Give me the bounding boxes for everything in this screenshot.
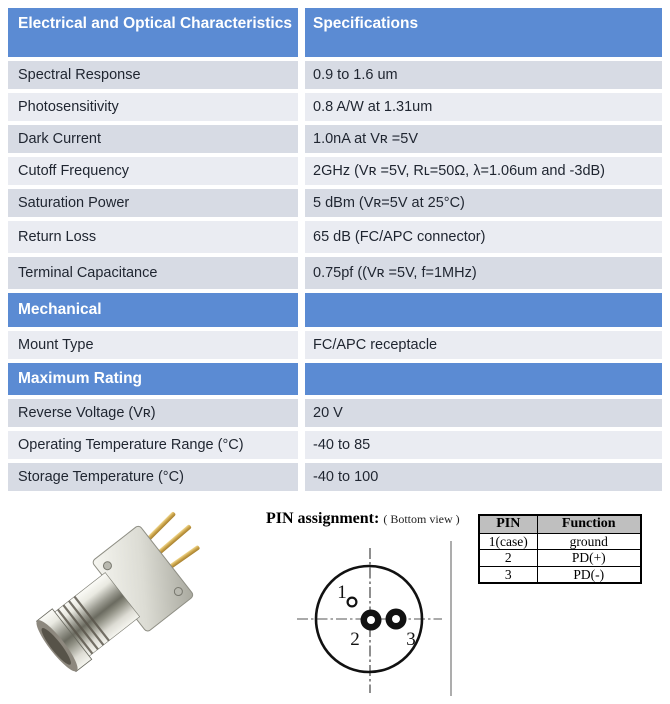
- row-value: 2GHz (Vʀ =5V, Rʟ=50Ω, λ=1.06um and -3dB): [305, 157, 662, 185]
- pin-1-hole: [348, 598, 357, 607]
- table-row: [8, 189, 662, 217]
- section-spacer: [305, 363, 662, 395]
- table-row: [8, 221, 662, 253]
- spec-table: [8, 8, 662, 495]
- table-row: [8, 399, 662, 427]
- row-label: Operating Temperature Range (°C): [8, 431, 298, 459]
- pin-assignment-caption: [266, 510, 460, 528]
- table-row: [8, 125, 662, 153]
- row-value: 0.9 to 1.6 um: [305, 61, 662, 89]
- table-row: [479, 566, 641, 583]
- table-row: [479, 550, 641, 567]
- section-spacer: [305, 293, 662, 327]
- pin-2-label: 2: [350, 629, 360, 650]
- section-label: Mechanical: [8, 293, 298, 327]
- function-cell: PD(+): [537, 550, 641, 567]
- pin-cell: 1(case): [479, 533, 537, 550]
- pin-3-core: [392, 615, 400, 623]
- pin-3-label: 3: [406, 629, 416, 650]
- row-value: 65 dB (FC/APC connector): [305, 221, 662, 253]
- row-label: Storage Temperature (°C): [8, 463, 298, 491]
- section-label: Maximum Rating: [8, 363, 298, 395]
- row-label: Spectral Response: [8, 61, 298, 89]
- pin-table-header-row: [479, 515, 641, 533]
- spec-table-header-specifications: Specifications: [305, 8, 662, 57]
- row-value: FC/APC receptacle: [305, 331, 662, 359]
- row-label: Saturation Power: [8, 189, 298, 217]
- table-row: [479, 533, 641, 550]
- row-value: -40 to 85: [305, 431, 662, 459]
- table-row: [8, 257, 662, 289]
- row-value: 20 V: [305, 399, 662, 427]
- function-cell: PD(-): [537, 566, 641, 583]
- row-value: 0.75pf ((Vʀ =5V, f=1MHz): [305, 257, 662, 289]
- spec-table-header-characteristics: Electrical and Optical Characteristics: [8, 8, 298, 57]
- table-row: [8, 431, 662, 459]
- spec-table-header-row: [8, 8, 662, 57]
- table-row: [8, 463, 662, 491]
- table-row: [8, 157, 662, 185]
- pin-assignment-title: PIN assignment:: [266, 510, 380, 527]
- pin-2-core: [367, 616, 375, 624]
- row-label: Cutoff Frequency: [8, 157, 298, 185]
- pin-function-table: [478, 514, 642, 584]
- table-row: [8, 331, 662, 359]
- row-label: Terminal Capacitance: [8, 257, 298, 289]
- section-header-mechanical: [8, 293, 662, 327]
- row-value: 1.0nA at Vʀ =5V: [305, 125, 662, 153]
- pin-cell: 3: [479, 566, 537, 583]
- row-value: 0.8 A/W at 1.31um: [305, 93, 662, 121]
- row-label: Dark Current: [8, 125, 298, 153]
- photodiode-product-photo: [18, 506, 213, 701]
- function-cell: ground: [537, 533, 641, 550]
- pin-assignment-subtitle: ( Bottom view ): [383, 512, 460, 526]
- pin-cell: 2: [479, 550, 537, 567]
- row-label: Mount Type: [8, 331, 298, 359]
- table-row: [8, 61, 662, 89]
- row-value: -40 to 100: [305, 463, 662, 491]
- row-value: 5 dBm (Vʀ=5V at 25°C): [305, 189, 662, 217]
- row-label: Reverse Voltage (Vʀ): [8, 399, 298, 427]
- table-row: [8, 93, 662, 121]
- section-header-maximum-rating: [8, 363, 662, 395]
- pin-table-header-pin: PIN: [479, 515, 537, 533]
- row-label: Return Loss: [8, 221, 298, 253]
- pin-diagram: [283, 533, 455, 704]
- row-label: Photosensitivity: [8, 93, 298, 121]
- pin-1-label: 1: [337, 582, 347, 603]
- pin-table-header-function: Function: [537, 515, 641, 533]
